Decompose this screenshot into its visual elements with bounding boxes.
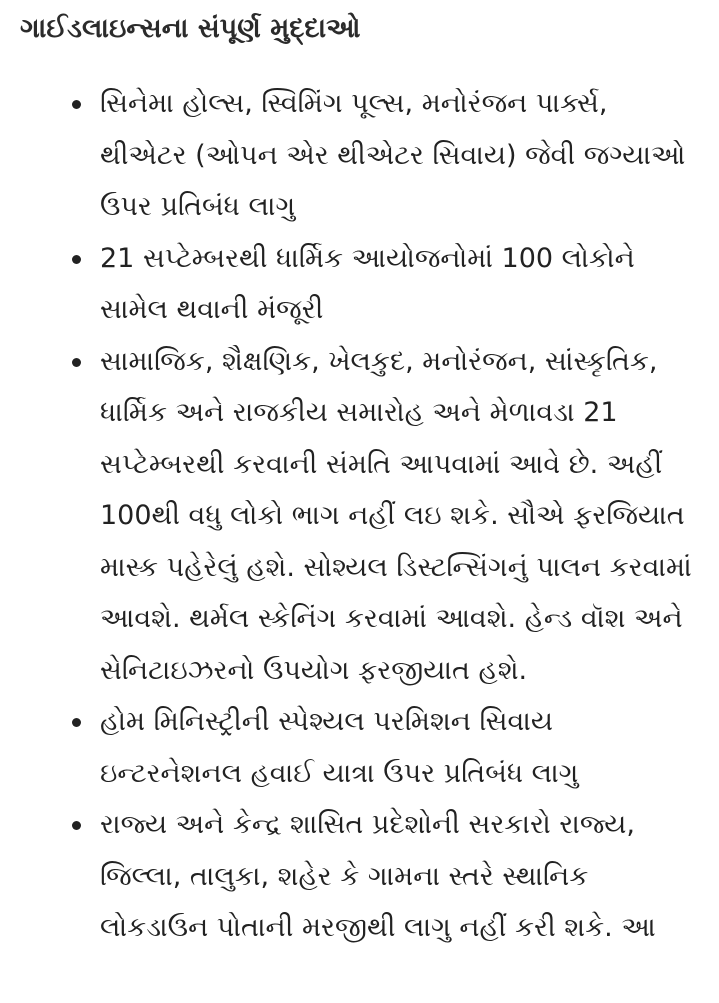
list-item-text: સામાજિક, શૈક્ષણિક, ખેલકુદ, મનોરંજન, સાંસ્કૃતિક, ધાર્મિક અને રાજકીય સમારોહ અને મેળાવડા 21 સપ્ટેમ્બરથી કરવાની સંમતિ આપવામાં આવે છે. અહીં 100થી વધુ લોકો ભાગ નહીં લઇ શકે. સૌએ ફરજિયાત માસ્ક પહેરેલું હશે. સોશ્યલ ડિસ્ટન્સિંગનું પાલન કરવામાં આવશે. થર્મલ સ્કેનિંગ કરવામાં આવશે. હેન્ડ વૉશ અને સેનિટાઇઝરનો ઉપયોગ ફરજીયાત હશે. bbox=[100, 345, 692, 686]
list-item bbox=[20, 696, 701, 799]
bullet-icon bbox=[72, 100, 81, 109]
list-item bbox=[20, 799, 701, 954]
list-item-text: સિનેમા હોલ્સ, સ્વિમિંગ પૂલ્સ, મનોરંજન પાર્ક્સ, થીએટર (ઓપન એર થીએટર સિવાય) જેવી જગ્યાઓ ઉપર પ્રતિબંધ લાગુ bbox=[100, 88, 686, 222]
bullet-icon bbox=[72, 821, 81, 830]
list-item bbox=[20, 233, 701, 336]
bullet-icon bbox=[72, 718, 81, 727]
guideline-list bbox=[20, 78, 701, 954]
list-item-text: રાજ્ય અને કેન્દ્ર શાસિત પ્રદેશોની સરકારો રાજ્ય, જિલ્લા, તાલુકા, શહેર કે ગામના સ્તરે સ્થાનિક લોકડાઉન પોતાની મરજીથી લાગુ નહીં કરી શકે. આ bbox=[100, 809, 656, 943]
list-item bbox=[20, 78, 701, 233]
bullet-icon bbox=[72, 358, 81, 367]
section-heading: ગાઈડલાઇન્સના સંપૂર્ણ મુદ્દાઓ bbox=[20, 13, 361, 44]
list-item-text: હોમ મિનિસ્ટ્રીની સ્પેશ્યલ પરમિશન સિવાય ઇન્ટરનેશનલ હવાઈ યાત્રા ઉપર પ્રતિબંધ લાગુ bbox=[100, 706, 579, 789]
list-item-text: 21 સપ્ટેમ્બરથી ધાર્મિક આયોજનોમાં 100 લોકોને સામેલ થવાની મંજૂરી bbox=[100, 242, 635, 325]
list-item bbox=[20, 336, 701, 697]
bullet-icon bbox=[72, 255, 81, 264]
